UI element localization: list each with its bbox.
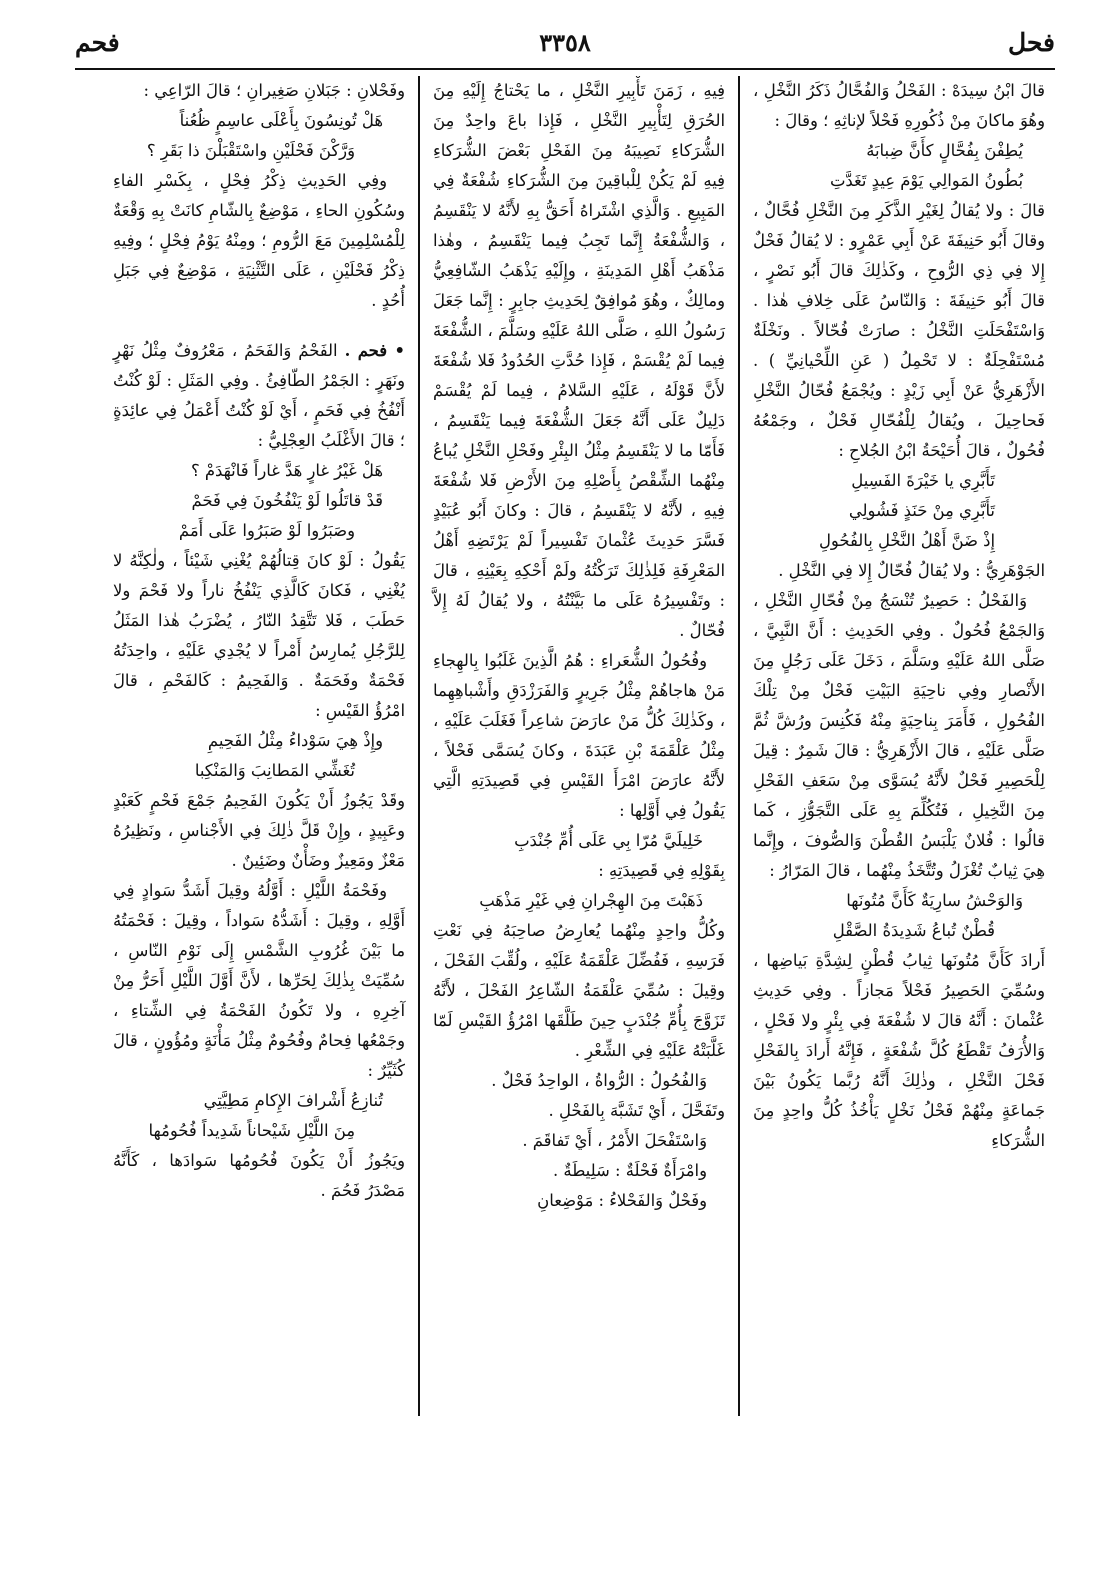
page-number: ٣٣٥٨ — [539, 28, 591, 57]
paragraph: يَقُولُ : لَوْ كانَ قِتالُهُمْ يُغْنِي شَيْئاً ، ولٰكِنَّهُ لا يُغْنِي ، فَكانَ كَالَّذِي يَنْفُخُ ناراً ولا فَحْمَ ولا حَطَبَ ، فَلا تَتَّقِدُ النّارُ ، يُضْرَبُ هٰذا المَثَلُ لِلرَّجُلِ يُمارِسُ أَمْراً لا يُجْدِي عَلَيْهِ ، واحِدَتُهُ فَحْمَةٌ وفَحَمَةٌ . وَالفَحِيمُ : كَالفَحْمِ ، قالَ امْرُؤُ القَيْسِ : — [113, 551, 405, 720]
paragraph: وَالفُحُولُ : الرُّواةُ ، الواحِدُ فَحْلٌ . — [491, 1071, 707, 1090]
paragraph: قالَ : ولا يُقالُ لِغَيْرِ الذَّكَرِ مِنَ النَّخْلِ فُحَّالٌ ، وقالَ أَبُو حَنِيفَةَ عَنْ أَبِي عَمْرٍو : لا يُقالُ فَحْلٌ إِلا فِي ذِي الرُّوحِ ، وكَذٰلِكَ قالَ أَبُو نَصْرٍ ، قالَ أَبُو حَنِيفَةَ : وَالنّاسُ عَلَى خِلافِ هٰذا . وَاسْتَفْحَلَتِ النَّخْلُ : صارَتْ فُحّالاً . ونَخْلَةٌ مُسْتَفْحِلَةٌ : لا تَحْمِلُ ( عَنِ اللِّحْيانِيِّ ) . الأَزْهَرِيُّ عَنْ أَبِي زَيْدٍ : ويُجْمَعُ فُحّالُ النَّخْلِ فَحاحِيلَ ، ويُقالُ لِلْفُحّالِ فَحْلٌ ، وجَمْعُهُ فُحُولٌ ، قالَ أُحَيْحَةُ ابْنُ الجُلاحِ : — [753, 201, 1045, 460]
verse-line: وَرَّكْنَ فَحْلَيْنِ واسْتَقْبَلْنَ ذا بَقَرِ ؟ — [146, 141, 355, 160]
paragraph: وكُلُّ واحِدٍ مِنْهُما يُعارِضُ صاحِبَهُ فِي نَعْتِ فَرَسِهِ ، فَفُضِّلَ عَلْقَمَةُ عَلَيْهِ ، ولُقِّبَ الفَحْلَ ، وقِيلَ : سُمِّيَ عَلْقَمَةُ الشّاعِرُ الفَحْلَ ، لأَنَّهُ تَزَوَّجَ بِأُمِّ جُنْدَبٍ حِينَ طَلَّقَها امْرُؤُ القَيْسِ لَمّا غَلَّبَتْهُ عَلَيْهِ فِي الشِّعْرِ . — [433, 921, 725, 1060]
paragraph: وقَدْ يَجُوزُ أَنْ يَكُونَ الفَحِيمُ جَمْعَ فَحْمٍ كَعَبْدٍ وعَبِيدٍ ، وإِنْ قَلَّ ذٰلِكَ فِي الأَجْناسِ ، ونَظِيرُهُ مَعْزٌ ومَعِيزٌ وضَأْنٌ وضَئِينٌ . — [113, 791, 405, 870]
verse-line: قَدْ قاتَلُوا لَوْ يَنْفُخُونَ فِي فَحَمْ — [191, 491, 383, 510]
column-right — [744, 76, 1054, 1416]
verse-line: مِنَ اللَّيْلِ شَيْحاناً شَدِيداً فُحُومُها — [148, 1121, 355, 1140]
verse-line: قُطْنٌ تُباعُ شَدِيدَةُ الصَّقْلِ — [832, 921, 995, 940]
header-rule — [75, 68, 1055, 70]
paragraph: وامْرَأَةٌ فَحْلَةٌ : سَلِيطَةٌ . — [553, 1161, 707, 1180]
paragraph: أَرادَ كَأَنَّ مُتُونَها ثِيابُ قُطْنٍ لِشِدَّةِ بَياضِها ، وسُمِّيَ الحَصِيرُ فَحْلاً مَجازاً . وفِي حَدِيثِ عُثْمانَ : أَنَّهُ قالَ لا شُفْعَةَ فِي بِئْرٍ ولا فَحْلٍ ، وَالأُرَفُ تَقْطَعُ كُلَّ شُفْعَةٍ ، فَإِنَّهُ أَرادَ بِالفَحْلِ فَحْلَ النَّخْلِ ، وذٰلِكَ أَنَّهُ رُبَّما يَكُونُ بَيْنَ جَماعَةٍ مِنْهُمْ فَحْلُ نَخْلٍ يَأْخُذُ كُلُّ واحِدٍ مِنَ الشُّرَكاءِ — [753, 951, 1045, 1150]
entry-paragraph — [113, 336, 405, 456]
verse-line: يُطِفْنَ بِفُحَّالٍ كأَنَّ ضِبابَهُ — [866, 141, 1023, 160]
paragraph: قالَ ابْنُ سِيدَهْ : الفَحْلُ وَالفُحَّالُ ذَكَرُ النَّخْلِ ، وهُوَ ماكانَ مِنْ ذُكُورِهِ فَحْلاً لإناثِهِ ؛ وقالَ : — [753, 81, 1045, 130]
verse-line: وَالوَحْشُ سارِيَةٌ كَأَنَّ مُتُونَها — [846, 891, 1023, 910]
paragraph: ويَجُوزُ أَنْ يَكُونَ فُحُومُها سَوادَها ، كَأَنَّهُ مَصْدَرُ فَحُمَ . — [113, 1151, 405, 1200]
paragraph: وفَحْمَةُ اللَّيْلِ : أَوَّلُهُ وقِيلَ أَشَدُّ سَوادٍ فِي أَوَّلِهِ ، وقِيلَ : أَشَدُّهُ سَواداً ، وقِيلَ : فَحْمَتُهُ ما بَيْنَ غُرُوبِ الشَّمْسِ إِلَى نَوْمِ النّاسِ ، سُمِّيَتْ بِذٰلِكَ لِحَرِّها ، لأَنَّ أَوَّلَ اللَّيْلِ أَحَرُّ مِنْ آخِرِهِ ، ولا تَكُونُ الفَحْمَةُ فِي الشِّتاءِ ، وجَمْعُها فِحامٌ وفُحُومٌ مِثْلُ مَأْنَةٍ ومُؤُونٍ ، قالَ كُثَيِّرٌ : — [113, 881, 405, 1080]
verse-line: ذَهَبْتَ مِنَ الهِجْرانِ فِي غَيْرِ مَذْهَبِ — [479, 891, 703, 910]
verse-line: وصَبَرُوا لَوْ صَبَرُوا عَلَى أَمَمْ — [178, 521, 355, 540]
entry-headword: • فحم . — [344, 341, 406, 360]
verse-line: تَأَبَّرِي مِنْ حَنَذٍ فَشُولِي — [848, 501, 995, 520]
verse-line: تُنازِعُ أَشْرافَ الإِكامِ مَطِيَّتِي — [203, 1091, 383, 1110]
paragraph: وفَحْلانِ : جَبَلانِ صَغِيرانِ ؛ قالَ الرّاعِي : — [143, 81, 405, 100]
paragraph: وفَحْلٌ وَالفَحْلاءُ : مَوْضِعانِ — [537, 1191, 707, 1210]
column-middle — [424, 76, 734, 1416]
paragraph: وتَفَحَّلَ ، أَيْ تَشَبَّهَ بِالفَحْلِ . — [548, 1101, 725, 1120]
verse-line: هَلْ تُونِسُونَ بِأَعْلَى عاسِمٍ ظُعُناً — [179, 111, 383, 130]
verse-line: هَلْ غَيْرُ غارٍ هَدَّ غاراً فَانْهَدَمْ ؟ — [190, 461, 383, 480]
verse-line: تَأَبَّرِي يا خَيْرَةَ الفَسِيلِ — [851, 471, 995, 490]
header-guide-word-right: فحل — [1007, 28, 1055, 57]
paragraph: فِيهِ ، زَمَنَ تَأْبِيرِ النَّخْلِ ، ما يَحْتاجُ إِلَيْهِ مِنَ الحُرَقِ لِتَأْبِيرِ النَّخْلِ ، فَإِذا باعَ واحِدٌ مِنَ الشُّرَكاءِ نَصِيبَهُ مِنَ الفَحْلِ بَعْضَ الشُّرَكاءِ فِيهِ لَمْ يَكُنْ لِلْباقِينَ مِنَ الشُّرَكاءِ شُفْعَةٌ فِي المَبِيعِ . وَالَّذِي اشْتَراهُ أَحَقُّ بِهِ لأَنَّهُ لا يَنْقَسِمُ ، وَالشُّفْعَةُ إِنَّما تَجِبُ فِيما يَنْقَسِمُ ، وهٰذا مَذْهَبُ أَهْلِ المَدِينَةِ ، وإِلَيْهِ يَذْهَبُ الشّافِعِيُّ ومالِكٌ ، وهُوَ مُوافِقٌ لِحَدِيثِ جابِرٍ : إِنَّما جَعَلَ رَسُولُ اللهِ ، صَلَّى اللهُ عَلَيْهِ وسَلَّمَ ، الشُّفْعَةَ فِيما لَمْ يُقْسَمْ ، فَإِذا حُدَّتِ الحُدُودُ فَلا شُفْعَةَ لأَنَّ قَوْلَهُ ، عَلَيْهِ السَّلامُ ، فِيما لَمْ يُقْسَمْ دَلِيلٌ عَلَى أَنَّهُ جَعَلَ الشُّفْعَةَ فِيما يَنْقَسِمُ ، فَأَمّا ما لا يَنْقَسِمُ مِثْلُ البِئْرِ وفَحْلِ النَّخْلِ يُباعُ مِنْهُما الشِّقْصُ بِأَصْلِهِ مِنَ الأَرْضِ فَلا شُفْعَةَ فِيهِ ، لأَنَّهُ لا يَنْقَسِمُ ، قالَ : وكانَ أَبُو عُبَيْدٍ فَسَّرَ حَدِيثَ عُثْمانَ تَفْسِيراً لَمْ يَرْتَضِهِ أَهْلُ المَعْرِفَةِ فَلِذٰلِكَ تَرَكْتُهُ ولَمْ أَحْكِهِ بِعَيْنِهِ ، قالَ : وتَفْسِيرُهُ عَلَى ما بَيَّنْتُهُ ، ولا يُقالُ لَهُ إِلاَّ فُحّالٌ . — [433, 81, 725, 640]
header-guide-word-left: فحم — [75, 28, 120, 57]
page-header — [75, 26, 1055, 62]
column-divider — [738, 76, 740, 1416]
column-left — [104, 76, 414, 1416]
paragraph: وفُحُولُ الشُّعَراءِ : هُمُ الَّذِينَ غَلَبُوا بِالهِجاءِ مَنْ هاجاهُمْ مِثْلُ جَرِيرٍ وَالفَرَزْدَقِ وأَشْباهِهِما ، وكَذٰلِكَ كُلُّ مَنْ عارَضَ شاعِراً فَغَلَبَ عَلَيْهِ ، مِثْلُ عَلْقَمَةَ بْنِ عَبَدَةَ ، وكانَ يُسَمَّى فَحْلاً ، لأَنَّهُ عارَضَ امْرَأَ القَيْسِ فِي قَصِيدَتِهِ الَّتِي يَقُولُ فِي أَوَّلِها : — [433, 651, 725, 820]
verse-line: إِذْ ضَنَّ أَهْلُ النَّخْلِ بِالفُحُولِ — [819, 531, 995, 550]
verse-line: وإِذْ هِيَ سَوْداءُ مِثْلُ الفَحِيمِ — [207, 731, 383, 750]
entry-text: الفَحْمُ وَالفَحَمُ ، مَعْرُوفٌ مِثْلُ نَهْرٍ ونَهَرٍ : الجَمْرُ الطّافِئُ . وفِي المَثَلِ : لَوْ كُنْتُ أَنْفُخُ فِي فَحَمٍ ، أَيْ لَوْ كُنْتُ أَعْمَلُ فِي عائِدَةٍ ؛ قالَ الأَغْلَبُ العِجْلِيُّ : — [113, 341, 405, 450]
paragraph: وفِي الحَدِيثِ ذِكْرُ فِحْلٍ ، بِكَسْرِ الفاءِ وسُكُونِ الحاءِ ، مَوْضِعٌ بِالشّامِ كانَتْ بِهِ وَقْعَةٌ لِلْمُسْلِمِينَ مَعَ الرُّومِ ؛ ومِنْهُ يَوْمُ فِحْلٍ ؛ وفِيهِ ذِكْرُ فَحْلَيْنِ ، عَلَى التَّثْنِيَةِ ، مَوْضِعٌ فِي جَبَلِ أُحُدٍ . — [113, 171, 405, 310]
text-columns — [78, 76, 1054, 1416]
verse-line: بُطُونُ المَوالِي يَوْمَ عِيدٍ تَغَدَّتِ — [829, 171, 1023, 190]
paragraph: بِقَوْلِهِ فِي قَصِيدَتِهِ : — [598, 861, 725, 880]
paragraph: وَالفَحْلُ : حَصِيرٌ تُنْسَجُ مِنْ فُحّالِ النَّخْلِ ، وَالجَمْعُ فُحُولٌ . وفِي الحَدِيثِ : أَنَّ النَّبِيَّ ، صَلَّى اللهُ عَلَيْهِ وسَلَّمَ ، دَخَلَ عَلَى رَجُلٍ مِنَ الأَنْصارِ وفِي ناحِيَةِ البَيْتِ فَحْلٌ مِنْ تِلْكَ الفُحُولِ ، فَأَمَرَ بِناحِيَةٍ مِنْهُ فَكُنِسَ ورُشَّ ثُمَّ صَلَّى عَلَيْهِ ، قالَ الأَزْهَرِيُّ : قالَ شَمِرٌ : قِيلَ لِلْحَصِيرِ فَحْلٌ لأَنَّهُ يُسَوَّى مِنْ سَعَفِ الفَحْلِ مِنَ النَّخِيلِ ، فَتُكُلِّمَ بِهِ عَلَى التَّجَوُّزِ ، كَما قالُوا : فُلانٌ يَلْبَسُ القُطْنَ وَالصُّوفَ ، وإِنَّما هِيَ ثِيابٌ تُغْزَلُ وتُتَّخَذُ مِنْهُما ، قالَ المَرّارُ : — [753, 591, 1045, 880]
verse-line: خَلِيلَيَّ مُرّا بِي عَلَى أُمِّ جُنْدَبِ — [514, 831, 703, 850]
column-divider — [418, 76, 420, 1416]
verse-line: تُغَشِّي المَطانِبَ وَالمَنْكِبا — [194, 761, 355, 780]
paragraph: وَاسْتَفْحَلَ الأَمْرُ ، أَيْ تَفاقَمَ . — [522, 1131, 707, 1150]
paragraph: الجَوْهَرِيُّ : ولا يُقالُ فُحّالٌ إِلا فِي النَّخْلِ . — [778, 561, 1045, 580]
